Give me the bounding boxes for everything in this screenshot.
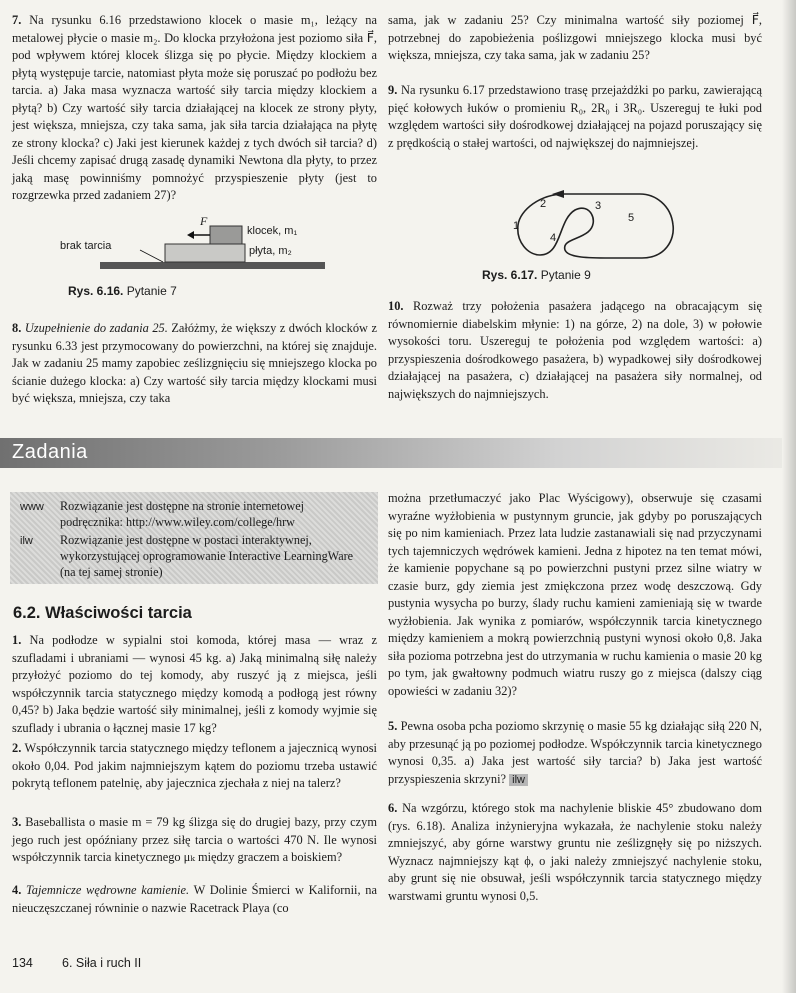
fig616-caption-num: Rys. 6.16. (68, 284, 124, 298)
figure-6-16-caption (68, 284, 177, 298)
www-tag: www (20, 501, 44, 513)
p1-text: Na podłodze w sypialni stoi komoda, której masa — wraz z szufladami i ubraniami — wynosi 45 kg. a) Jaką minimalną siłę należy przyłożyć poziomo do tej komody, aby ruszyć ją z miejsca, jeśli współczynnik tarcia statycznego między komodą a podłogą jest równy 0,45? b) Jaka będzie wartość siły minimalnej, jeśli z komody wyjmie się szuflady i ubrania o łącznej masie 17 kg? (12, 633, 377, 735)
force-label: F⃗ (200, 214, 217, 228)
arc-label-2: 2 (540, 198, 547, 210)
arc-label-5: 5 (628, 212, 635, 224)
q8-lead: Uzupełnienie do zadania 25. (24, 321, 168, 335)
fig617-caption-num: Rys. 6.17. (482, 268, 538, 282)
block-label: klocek, m₁ (247, 225, 298, 237)
p5-number: 5. (388, 719, 398, 733)
p3-number: 3. (12, 815, 22, 829)
question-8 (12, 320, 377, 408)
plate (165, 244, 245, 262)
solutions-box (10, 492, 378, 584)
plate-label: płyta, m₂ (249, 245, 292, 257)
problem-3 (12, 814, 377, 867)
fig616-caption-text: Pytanie 7 (126, 284, 177, 298)
q9-number: 9. (388, 83, 398, 97)
problem-5 (388, 718, 762, 789)
q9-text: Na rysunku 6.17 przedstawiono trasę przejażdżki po parku, zawierającą pięć kołowych łuków o promieniu R₀, 2R₀ i 3R₀. Uszereguj te łuki pod względem wartości siły dośrodkowej działającej na pojazd poruszający się z prędkością o stałej wartości, od największej do najmniejszej. (388, 83, 762, 150)
arc-label-1: 1 (513, 220, 520, 232)
problem-4 (12, 882, 377, 917)
question-7 (12, 12, 377, 205)
figure-6-17-caption (482, 268, 591, 282)
chapter-title: 6. Siła i ruch II (62, 956, 142, 970)
section-band (0, 438, 796, 468)
scan-edge (782, 0, 796, 993)
force-arrowhead (187, 231, 194, 239)
figure-6-16 (60, 214, 370, 276)
p1-number: 1. (12, 633, 22, 647)
p5-text: Pewna osoba pcha poziomo skrzynię o masie 55 kg działając siłą 220 N, aby przesunąć ją po poziomej podłodze. Współczynnik tarcia kinetycznego wynosi 0,35. a) Jaka jest wartość siły tarcia? b) Jaka jest wartość przyspieszenia skrzyni? (388, 719, 762, 786)
nofriction-label: brak tarcia (60, 240, 112, 252)
ground (100, 262, 325, 269)
q10-number: 10. (388, 299, 404, 313)
ilw-text: Rozwiązanie jest dostępne w postaci interaktywnej, wykorzystującej oprogramowanie Interactive LearningWare (na tej samej stronie) (60, 533, 354, 579)
problem-1 (12, 632, 377, 737)
p3-text: Baseballista o masie m = 79 kg ślizga się do drugiej bazy, przy czym jego ruch jest opóźniany przez siłę tarcia o wartości 470 N. Ile wynosi współczynnik tarcia kinetycznego μₖ między graczem a boiskiem? (12, 815, 377, 864)
p4-lead: Tajemnicze wędrowne kamienie. (26, 883, 190, 897)
arc-label-4: 4 (550, 232, 557, 244)
figure-6-17-drawing (470, 180, 680, 262)
fig617-caption-text: Pytanie 9 (540, 268, 591, 282)
problem-2 (12, 740, 377, 793)
problem-4-continued (388, 490, 762, 700)
p6-number: 6. (388, 801, 398, 815)
p2-text: Współczynnik tarcia statycznego między teflonem a jajecznicą wynosi około 0,04. Pod jakim najmniejszym kątem do poziomu trzeba ustawić pokrytą teflonem patelnię, aby jajecznica zjechała z niej na talerz? (12, 741, 377, 790)
question-8-continued (388, 12, 762, 65)
p4-number: 4. (12, 883, 22, 897)
section-title: 6.2. Właściwości tarcia (13, 604, 192, 622)
band-title: Zadania (12, 441, 88, 463)
q7-text: Na rysunku 6.16 przedstawiono klocek o masie m₁, leżący na metalowej płycie o masie m₂. Do klocka przyłożona jest poziomo siła F⃗, pod wpływem której klocek ślizga się po płycie. Między klockiem a płytą występuje tarcie, natomiast płyta może się poruszać po podłożu bez tarcia. a) Jaka masa wyznacza wartość siły tarcia między klockiem a płytą? b) Czy wartość siły tarcia działającej na klocek ze strony płyty, jest większa, mniejsza, czy taka sama, jak siła tarcia działająca na płytę ze strony klocka? c) Jaki jest kierunek każdej z tych dwóch sił tarcia? d) Jeśli chcemy zapisać drugą zasadę dynamiki Newtona dla płyty, to przez jaką masę powinniśmy pomnożyć przyspieszenie płyty (jest to rozgrzewka przed zadaniem 27)? (12, 13, 377, 202)
ilw-badge[interactable]: ilw (509, 774, 528, 786)
q7-number: 7. (12, 13, 22, 27)
question-10 (388, 298, 762, 403)
track-arrow (552, 190, 564, 198)
p6-text: Na wzgórzu, którego stok ma nachylenie bliskie 45° zbudowano dom (rys. 6.18). Analiza inżynieryjna wykazała, że nachylenie stoku należy zmniejszyć, aby górne warstwy gruntu nie ześlizgnęły się po niższych. Wyznacz najmniejszy kąt ϕ, o jaki należy zmniejszyć nachylenie stoku, aby grunt się nie obsuwał, jeśli współczynnik tarcia statycznego między warstwami gruntu wynosi 0,5. (388, 801, 762, 903)
www-row (20, 498, 368, 532)
www-text[interactable]: Rozwiązanie jest dostępne na stronie internetowej podręcznika: http://www.wiley.com/college/hrw (60, 499, 305, 529)
p4-cont-text: można przetłumaczyć jako Plac Wyścigowy), obserwuje się czasami wyraźne wyżłobienia w pustynnym gruncie, jak gdyby po poruszających się po nim kamieniach. Przez lata ludzie zastanawiali się nad przyczynami tych tajemniczych wędrówek kamieni. Jedna z hipotez na ten temat mówi, że kamienie popychane są po powierzchni pustyni przez silne wiatry w czasie burz, gdy ziemia jest zmiękczona przez wodę deszczową. Gdy pustynia wysycha po burzy, ślady ruchu kamieni zamieniają się w twarde wyżłobienia. Jak wynika z pomiarów, współczynnik tarcia kinetycznego między kamieniem a mokrą powierzchnią pustyni wynosi około 0,8. Jaka siła pozioma potrzebna jest do utrzymania w ruchu kamienia o masie 20 kg po tym, jak gwałtowny podmuch wiatru ruszy go z miejsca (dalszy ciąg opowieści w zadaniu 32)? (388, 491, 762, 698)
ilw-row (20, 532, 368, 582)
ilw-tag: ilw (20, 535, 33, 547)
q8-number: 8. (12, 321, 22, 335)
nofriction-leader (140, 250, 163, 262)
p4-text: W Dolinie Śmierci w Kalifornii, na nieuczęszczanej równinie o nazwie Racetrack Playa (co (12, 883, 378, 915)
question-9 (388, 82, 762, 152)
arc-label-3: 3 (595, 200, 602, 212)
figure-6-17 (470, 180, 680, 262)
q8-cont-text: sama, jak w zadaniu 25? Czy minimalna wartość siły poziomej F⃗, potrzebnej do zapobieżenia poślizgowi mniejszego klocka musi być większa, mniejsza, czy taka sama, jak w zadaniu 25? (388, 13, 762, 62)
p2-number: 2. (12, 741, 22, 755)
page-number: 134 (12, 956, 33, 970)
problem-6 (388, 800, 762, 905)
q8-text: Załóżmy, że większy z dwóch klocków z rysunku 6.33 jest przymocowany do powierzchni, na której się znajduje. Jak w zadaniu 25 mamy zapobiec ześlizgnięciu się mniejszego klocka po ścianie dużego klocka: a) Czy wartość siły tarcia między klockami musi być większa, mniejsza, czy taka (12, 321, 377, 405)
q10-text: Rozważ trzy położenia pasażera jadącego na obracającym się równomiernie diabelskim młynie: 1) na górze, 2) na dole, 3) w połowie wysokości toru. Uszereguj te położenia pod względem wartości: a) przyspieszenia dośrodkowego pasażera, b) wypadkowej siły dośrodkowej działającej na pasażera, c) działającej na pasażera siły normalnej, od największych do najmniejszych. (388, 299, 762, 401)
